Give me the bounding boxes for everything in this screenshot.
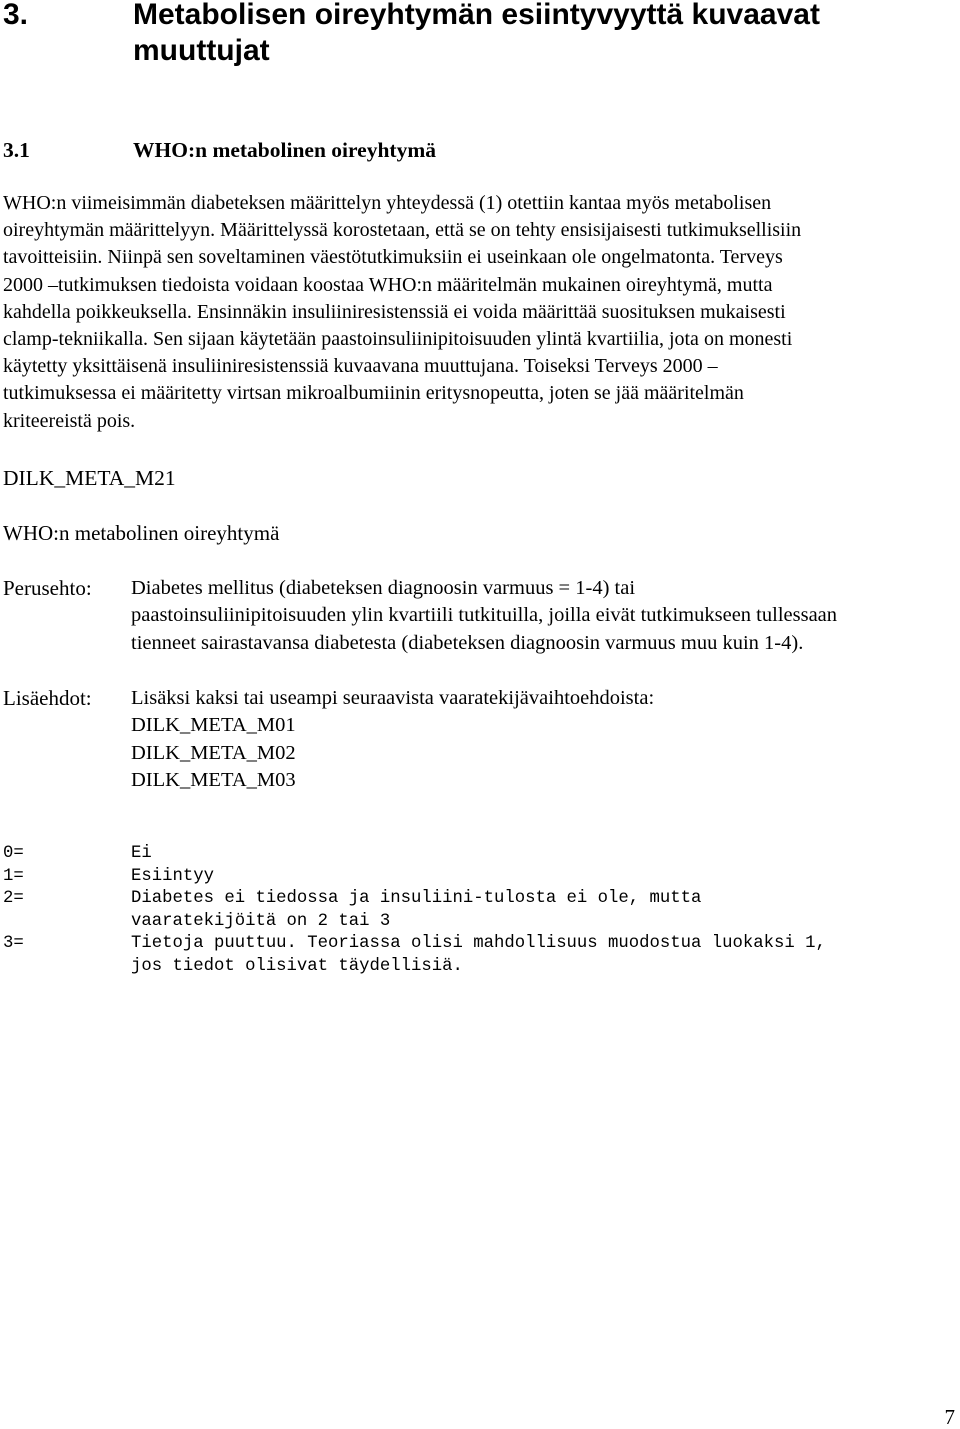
code-value	[131, 888, 701, 933]
base-condition-line: paastoinsuliinipitoisuuden ylin kvartiili tutkituilla, joilla eivät tutkimukseen tullessaan	[131, 604, 838, 627]
extra-condition-text	[131, 685, 956, 794]
base-condition-line: Diabetes mellitus (diabeteksen diagnoosin varmuus = 1-4) tai	[131, 577, 636, 599]
code-value	[131, 933, 826, 978]
extra-condition-line: DILK_META_M03	[131, 768, 296, 791]
paragraph-line: 2000 –tutkimuksen tiedoista voidaan koostaa WHO:n määritelmän mukainen oireyhtymä, mutta	[3, 273, 773, 296]
code-key: 0=	[3, 844, 24, 863]
extra-condition-label: Lisäehdot:	[3, 686, 92, 710]
extra-condition-line: DILK_META_M01	[131, 714, 296, 737]
variable-name: DILK_META_M21	[3, 466, 176, 490]
extra-condition-line: Lisäksi kaksi tai useampi seuraavista vaaratekijävaihtoehdoista:	[131, 687, 655, 709]
variable-label: WHO:n metabolinen oireyhtymä	[3, 521, 280, 545]
paragraph-line: kriteereistä pois.	[3, 409, 136, 432]
paragraph-line: käytetty yksittäisenä insuliiniresistenssiä kuvaavana muuttujana. Toiseksi Terveys 2000 –	[3, 355, 718, 378]
paragraph-line: WHO:n viimeisimmän diabeteksen määrittelyn yhteydessä (1) otettiin kantaa myös metabolisen	[3, 192, 772, 214]
code-value	[131, 866, 214, 889]
code-value-line: Esiintyy	[131, 867, 214, 886]
paragraph-line: tutkimuksessa ei määritetty virtsan mikroalbumiinin eritysnopeutta, joten se jää määritelmän	[3, 382, 744, 405]
code-value-line: Ei	[131, 844, 152, 863]
extra-condition-line: DILK_META_M02	[131, 741, 296, 764]
base-condition-label: Perusehto:	[3, 576, 92, 600]
base-condition-text	[131, 575, 956, 657]
code-value	[131, 843, 152, 866]
code-value-line: jos tiedot olisivat täydellisiä.	[131, 956, 463, 976]
chapter-title: Metabolisen oireyhtymän esiintyvyyttä kuvaavat muuttujat	[133, 0, 820, 67]
paragraph-line: clamp-tekniikalla. Sen sijaan käytetään paastoinsuliinipitoisuuden ylintä kvartiilia, jota on monesti	[3, 328, 793, 351]
paragraph-line: kahdella poikkeuksella. Ensinnäkin insuliiniresistenssiä ei voida määrittää suosituksen mukaisesti	[3, 300, 786, 323]
chapter-heading	[3, 0, 953, 69]
body-paragraph	[3, 190, 958, 435]
section-heading	[3, 137, 953, 163]
paragraph-line: oireyhtymän määrittelyyn. Määrittelyssä korostetaan, että se on tehty ensisijaisesti tutkimuksellisiin	[3, 219, 802, 242]
section-number: 3.1	[3, 138, 30, 162]
code-value-line: Tietoja puuttuu. Teoriassa olisi mahdollisuus muodostua luokaksi 1,	[131, 934, 826, 953]
section-title: WHO:n metabolinen oireyhtymä	[133, 138, 436, 162]
paragraph-line: tavoitteisiin. Niinpä sen soveltaminen väestötutkimuksiin ei useinkaan ole ongelmatonta. Terveys	[3, 246, 783, 269]
code-key: 1=	[3, 867, 24, 886]
code-key: 3=	[3, 934, 24, 953]
page-number: 7	[944, 1405, 955, 1429]
code-value-line: Diabetes ei tiedossa ja insuliini-tulosta ei ole, mutta	[131, 889, 702, 908]
chapter-number: 3.	[3, 0, 29, 31]
base-condition-line: tienneet sairastavansa diabetesta (diabeteksen diagnoosin varmuus muu kuin 1-4).	[131, 631, 804, 654]
code-value-line: vaaratekijöitä on 2 tai 3	[131, 911, 391, 931]
code-key: 2=	[3, 889, 24, 908]
